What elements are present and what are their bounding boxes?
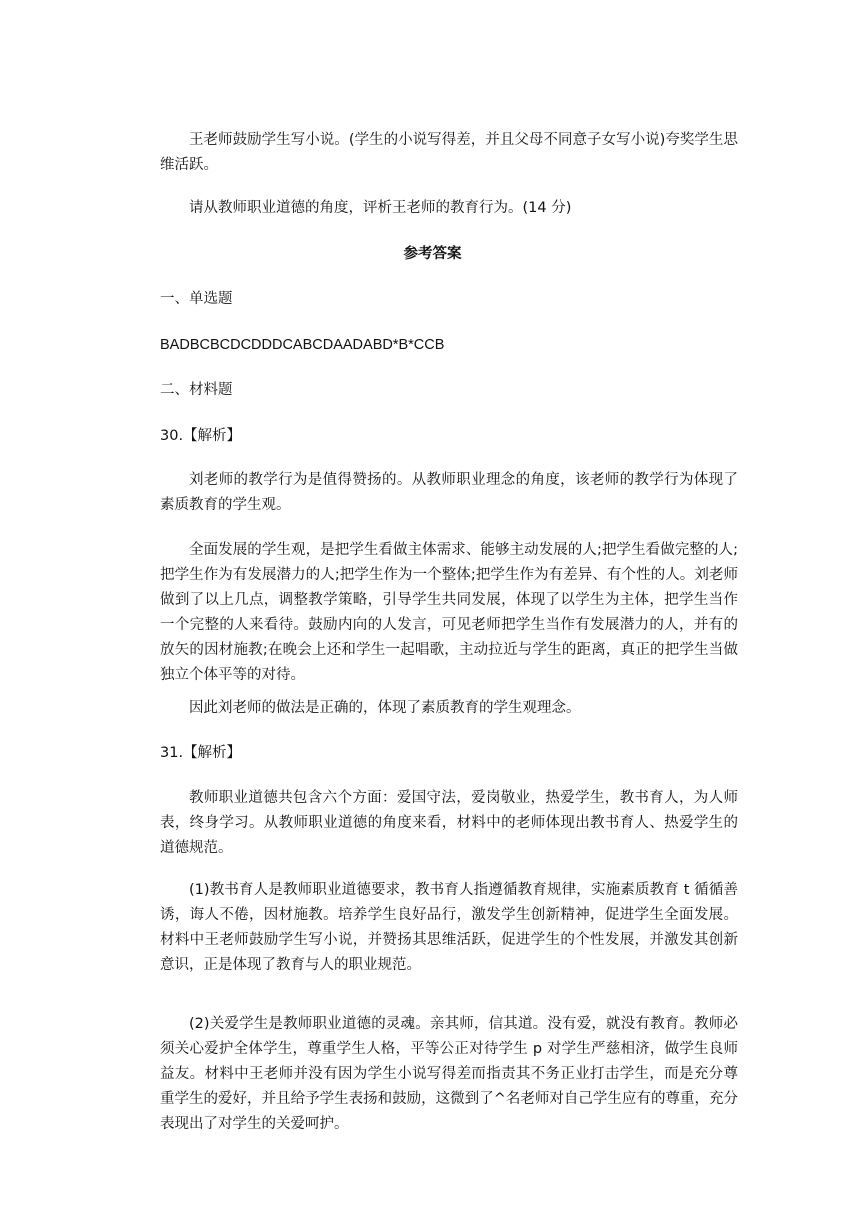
answer-key: BADBCBCDCDDDCABCDAADABD*B*CCB <box>160 337 445 353</box>
q30-paragraph-2: 全面发展的学生观，是把学生看做主体需求、能够主动发展的人;把学生看做完整的人;把学生作为有发展潜力的人;把学生作为一个整体;把学生作为有差异、有个性的人。刘老师做到了以上几点，调整教学策略，引导学生共同发展，体现了以学生为主体，把学生当作一个完整的人来看待。鼓励内向的人发言，可见老师把学生当作有发展潜力的人，并有的放矢的因材施教;在晚会上还和学生一起唱歌，主动拉近与学生的距离，真正的把学生当做独立个体平等的对待。 <box>160 542 738 683</box>
section-single-choice: 一、单选题 <box>160 291 233 307</box>
question-prompt: 请从教师职业道德的角度，评析王老师的教育行为。(14 分) <box>189 200 572 216</box>
q30-paragraph-3: 因此刘老师的做法是正确的，体现了素质教育的学生观理念。 <box>189 700 581 716</box>
q31-paragraph-2: (1)教书育人是教师职业道德要求，教书育人指遵循教育规律，实施素质教育 t 循循善诱，诲人不倦，因材施教。培养学生良好品行，激发学生创新精神，促进学生全面发展。材料中王老师鼓励学生写小说，并赞扬其思维活跃，促进学生的个性发展，并激发其创新意识，正是体现了教育与人的职业规范。 <box>160 882 738 973</box>
material-paragraph: 王老师鼓励学生写小说。(学生的小说写得差，并且父母不同意子女写小说)夸奖学生思维活跃。 <box>160 132 738 173</box>
q30-paragraph-1: 刘老师的教学行为是值得赞扬的。从教师职业理念的角度，该老师的教学行为体现了素质教育的学生观。 <box>160 472 738 513</box>
section-material-questions: 二、材料题 <box>160 382 233 398</box>
answers-title: 参考答案 <box>403 246 462 262</box>
q31-paragraph-1: 教师职业道德共包含六个方面：爱国守法，爱岗敬业，热爱学生，教书育人，为人师表，终身学习。从教师职业道德的角度来看，材料中的老师体现出教书育人、热爱学生的道德规范。 <box>160 790 738 856</box>
q30-label: 30.【解析】 <box>160 428 242 444</box>
q31-label: 31.【解析】 <box>160 745 242 761</box>
q31-paragraph-3: (2)关爱学生是教师职业道德的灵魂。亲其师，信其道。没有爱，就没有教育。教师必须关心爱护全体学生，尊重学生人格，平等公正对待学生 p 对学生严慈相济，做学生良师益友。材料中王老师并没有因为学生小说写得差而指责其不务正业打击学生，而是充分尊重学生的爱好，并且给予学生表扬和鼓励，这微到了^名老师对自己学生应有的尊重，充分表现出了对学生的关爱呵护。 <box>160 1016 738 1132</box>
